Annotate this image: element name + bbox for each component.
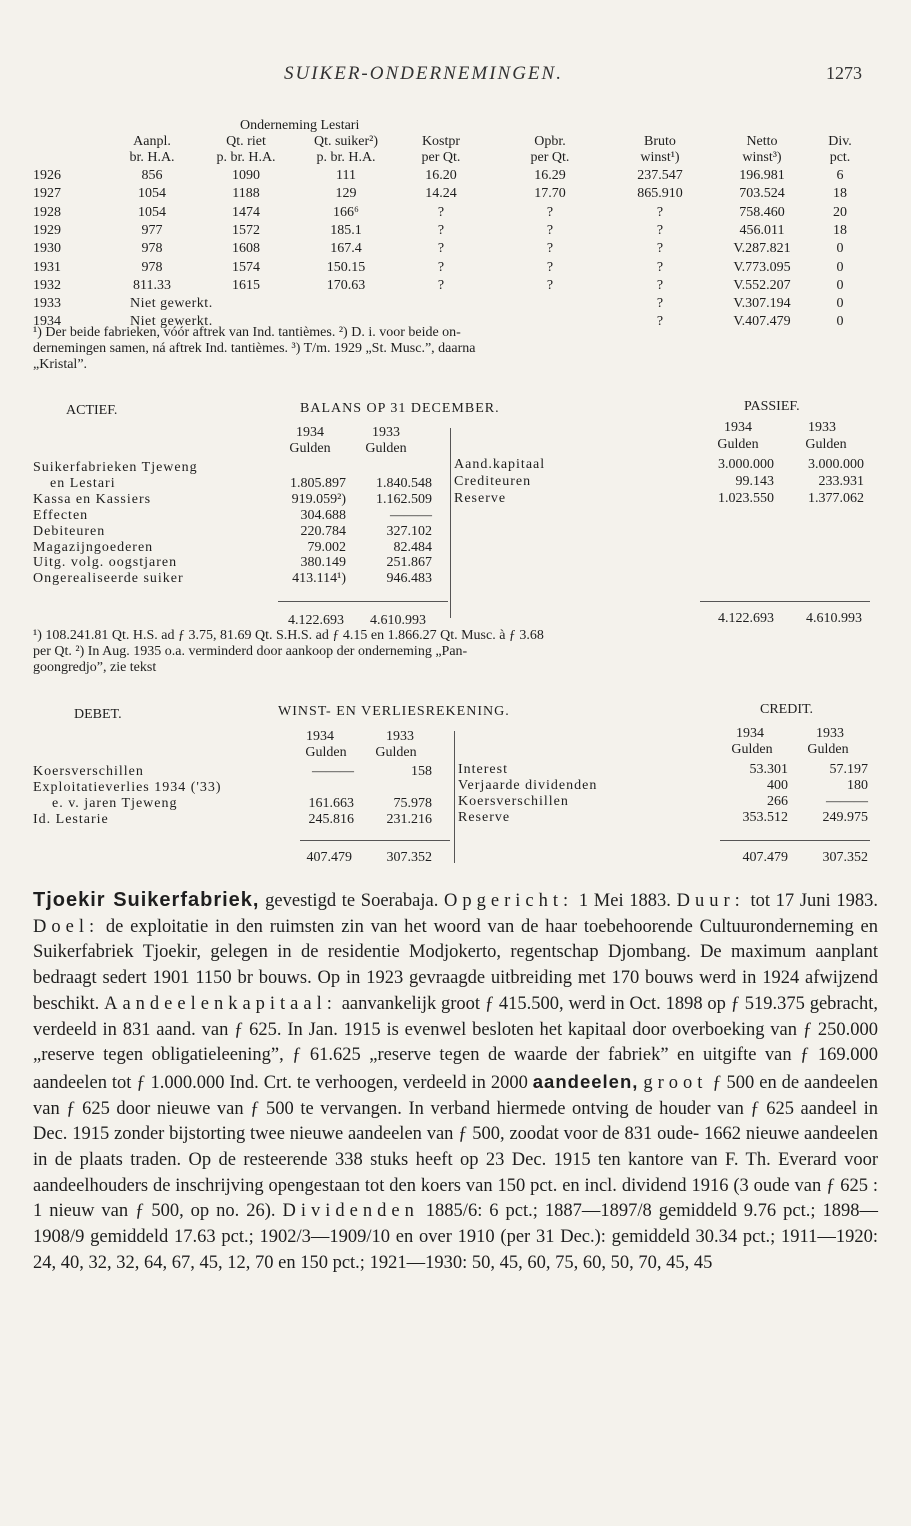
winst-debet-heading: DEBET. (74, 707, 122, 722)
balans-activa-value-1934: 79.002 (307, 539, 346, 555)
lestari-cell: 811.33 (133, 277, 171, 293)
lestari-col-head-0: Aanpl. (133, 134, 171, 149)
label-aandeelen: aandeelen, (532, 1070, 639, 1092)
lestari-cell: 0 (836, 314, 844, 330)
lestari-cell: 0 (836, 277, 844, 293)
lestari-cell: 0 (836, 241, 844, 257)
lestari-cell: 758.460 (739, 204, 785, 220)
lestari-cell: ? (546, 277, 554, 293)
lestari-cell: ? (546, 204, 554, 220)
lestari-footnote-line3: „Kristal”. (33, 357, 88, 372)
lestari-cell: 18 (833, 186, 847, 202)
lestari-col-sub-3: per Qt. (421, 150, 461, 165)
balans-activa-label: Uitg. volg. oogstjaren (33, 555, 178, 571)
lestari-col-sub-7: pct. (829, 150, 851, 165)
balans-passiva-value-1934: 3.000.000 (718, 457, 774, 472)
lestari-cell: 185.1 (330, 222, 362, 238)
lestari-col-head-3: Kostpr (421, 134, 461, 149)
balans-passief-heading: PASSIEF. (744, 399, 800, 414)
lestari-cell: 170.63 (326, 277, 366, 293)
lestari-cell: ? (546, 222, 554, 238)
winst-debet-label: e. v. jaren Tjeweng (52, 796, 178, 811)
lestari-cell: 196.981 (739, 168, 785, 183)
lestari-cell: ? (656, 222, 664, 238)
lestari-cell: 1054 (138, 204, 166, 220)
label-dividenden: Dividenden (282, 1201, 419, 1222)
balans-activa-year1: 1934 (296, 425, 324, 440)
balans-divider (450, 428, 451, 618)
lestari-cell: 1188 (232, 186, 260, 202)
balans-activa-label: en Lestari (50, 475, 116, 491)
lestari-cell: ? (656, 296, 664, 312)
winst-credit-total-1934: 407.479 (742, 850, 788, 865)
lestari-table-title: Onderneming Lestari (240, 118, 360, 133)
winst-credit-value-1933: ——— (826, 794, 868, 809)
lestari-footnote-line1: ¹) Der beide fabrieken, vóór aftrek van Ind. tantièmes. ²) D. i. voor beide on- (33, 325, 461, 340)
label-doel: Doel: (33, 916, 100, 937)
balans-activa-unit1: Gulden (289, 441, 331, 456)
winst-debet-label: Id. Lestarie (33, 812, 109, 827)
balans-activa-label: Kassa en Kassiers (33, 491, 152, 507)
lestari-cell: 1474 (232, 204, 260, 220)
lestari-cell: 14.24 (425, 186, 457, 202)
winst-debet-unit1: Gulden (305, 745, 347, 760)
balans-activa-value-1934: 413.114¹) (292, 571, 346, 587)
lestari-cell: V.552.207 (733, 277, 791, 293)
balans-activa-value-1933: 251.867 (386, 555, 432, 571)
lestari-col-head-2: Qt. suiker²) (313, 134, 379, 149)
lestari-cell: ? (656, 277, 664, 293)
lestari-cell: 977 (141, 222, 163, 238)
lestari-col-sub-1: p. br. H.A. (216, 150, 276, 165)
winst-credit-label: Koersverschillen (458, 794, 569, 809)
winst-credit-value-1934: 353.512 (742, 810, 788, 825)
winst-debet-value-1934: ——— (312, 764, 354, 779)
lestari-cell: 1608 (232, 241, 260, 257)
balans-passiva-label: Reserve (454, 491, 507, 506)
winst-credit-unit1: Gulden (731, 742, 773, 757)
balans-passiva-unit1: Gulden (717, 437, 759, 452)
lestari-cell: 856 (141, 168, 163, 183)
balans-passiva-value-1933: 233.931 (818, 474, 864, 489)
balans-activa-value-1934: 380.149 (300, 555, 346, 571)
balans-activa-value-1934: 220.784 (300, 523, 346, 539)
lestari-year: 1927 (33, 186, 61, 202)
lestari-col-head-7: Div. (828, 134, 852, 149)
balans-passiva-year2: 1933 (808, 420, 836, 435)
balans-passiva-year1: 1934 (724, 420, 752, 435)
lestari-cell: V.287.821 (733, 241, 791, 257)
winst-credit-unit2: Gulden (807, 742, 849, 757)
lestari-year: 1926 (33, 168, 61, 183)
winst-debet-year2: 1933 (386, 729, 414, 744)
label-aandeelenkapitaal: Aandeelenkapitaal: (104, 993, 337, 1014)
winst-debet-total-1934: 407.479 (306, 850, 352, 865)
balans-activa-label: Suikerfabrieken Tjeweng (33, 460, 198, 475)
lestari-col-sub-2: p. br. H.A. (316, 150, 376, 165)
balans-passiva-unit2: Gulden (805, 437, 847, 452)
lestari-cell: 167.4 (330, 241, 362, 257)
balans-activa-label: Debiteuren (33, 523, 106, 539)
lestari-cell: 150.15 (326, 259, 366, 275)
lestari-cell: 16.20 (425, 168, 457, 183)
lestari-cell: 1572 (232, 222, 260, 238)
lestari-cell: 865.910 (637, 186, 683, 202)
lestari-cell: 111 (336, 168, 356, 183)
winst-credit-label: Reserve (458, 810, 511, 825)
balans-footnote-line2: per Qt. ²) In Aug. 1935 o.a. verminderd door aankoop der onderneming „Pan- (33, 644, 468, 659)
lestari-cell: ? (546, 241, 554, 257)
text-capital: aanvankelijk groot ƒ 415.500, werd in Oct. 1898 op ƒ 519.375 gebracht, verdeeld in 831 aand. van ƒ 625. In Jan. 1915 is evenwel besloten het kapitaal door overboeking van ƒ 250.000 „reserve tegen obligatieleening”, ƒ 61.625 „reserve tegen de waarde der fabriek” en uitgifte van ƒ 169.000 aandeelen tot ƒ 1.000.000 Ind. Crt. te verhoogen, verdeeld in 2000 (33, 993, 878, 1093)
lestari-footnote-line2: dernemingen samen, ná aftrek Ind. tantièmes. ³) T/m. 1929 „St. Musc.”, daarna (33, 341, 476, 356)
lestari-year: 1932 (33, 277, 61, 293)
lestari-year: 1929 (33, 222, 61, 238)
winst-credit-year1: 1934 (736, 726, 764, 741)
text-seat: gevestigd te Soerabaja. (259, 891, 445, 911)
winst-debet-unit2: Gulden (375, 745, 417, 760)
winst-debet-value-1933: 158 (411, 764, 432, 779)
winst-debet-label: Exploitatieverlies 1934 ('33) (33, 780, 222, 795)
lestari-col-sub-6: winst³) (742, 150, 782, 165)
lestari-cell-not-worked: Niet gewerkt. (130, 296, 213, 312)
lestari-cell: V.773.095 (733, 259, 791, 275)
lestari-cell: 978 (141, 259, 163, 275)
winst-debet-year1: 1934 (306, 729, 334, 744)
balans-footnote-line3: goongredjo”, zie tekst (33, 660, 157, 675)
winst-debet-value-1934: 161.663 (308, 796, 354, 811)
balans-activa-value-1933: ——— (390, 507, 432, 523)
lestari-col-head-1: Qt. riet (226, 134, 266, 149)
label-opgericht: Opgericht: (444, 891, 574, 911)
page-number: 1273 (826, 63, 862, 83)
lestari-cell: 17.70 (534, 186, 566, 202)
balans-activa-value-1934: 304.688 (300, 507, 346, 523)
winst-credit-year2: 1933 (816, 726, 844, 741)
lestari-col-sub-5: winst¹) (640, 150, 680, 165)
balans-activa-unit2: Gulden (365, 441, 407, 456)
company-name: Tjoekir Suikerfabriek, (33, 889, 260, 911)
lestari-year: 1931 (33, 259, 61, 275)
balans-activa-year2: 1933 (372, 425, 400, 440)
balans-activa-value-1933: 1.840.548 (376, 475, 432, 491)
winst-debet-label: Koersverschillen (33, 764, 144, 779)
balans-activa-label: Effecten (33, 507, 89, 523)
lestari-col-head-6: Netto (746, 134, 778, 149)
winst-credit-heading: CREDIT. (760, 702, 814, 717)
lestari-col-sub-0: br. H.A. (129, 150, 175, 165)
lestari-cell: 0 (836, 296, 844, 312)
text-dividends: 1885/6: 6 pct.; 1887—1897/8 gemiddeld 9.76 pct.; 1898—1908/9 gemiddeld 17.63 pct.; 1902/3—1909/10 en over 1910 (per 31 Dec.): gemiddeld 30.34 pct.; 1911—1920: 24, 40, 32, 32, 64, 67, 45, 12, 70 en 150 pct.; 1921—1930: 50, 45, 60, 75, 60, 50, 70, 45, 45 (33, 1201, 878, 1273)
lestari-cell: 18 (833, 222, 847, 238)
lestari-year: 1934 (33, 314, 61, 330)
lestari-year: 1930 (33, 241, 61, 257)
balans-passiva-label: Crediteuren (454, 474, 532, 489)
winst-debet-total-1933: 307.352 (386, 850, 432, 865)
lestari-cell: 1054 (138, 186, 166, 202)
balans-passiva-label: Aand.kapitaal (454, 457, 546, 472)
winst-credit-label: Interest (458, 762, 508, 777)
winst-credit-value-1934: 53.301 (749, 762, 788, 777)
winst-credit-value-1934: 400 (767, 778, 788, 793)
winst-debet-value-1933: 75.978 (393, 796, 432, 811)
balans-activa-total-rule (278, 601, 448, 602)
lestari-cell: 16.29 (534, 168, 566, 183)
lestari-year: 1933 (33, 296, 61, 312)
lestari-cell: 1615 (232, 277, 260, 293)
label-duur: Duur: (676, 891, 745, 911)
lestari-cell: 6 (836, 168, 844, 183)
winst-debet-total-rule (300, 840, 450, 841)
balans-actief-heading: ACTIEF. (66, 403, 118, 418)
lestari-cell: ? (437, 222, 445, 238)
balans-activa-total-1933: 4.610.993 (370, 613, 426, 628)
winst-divider (454, 731, 455, 863)
balans-passiva-total-1934: 4.122.693 (718, 611, 774, 626)
lestari-col-head-5: Bruto (644, 134, 676, 149)
running-header-title: SUIKER-ONDERNEMINGEN. (284, 63, 563, 84)
winst-credit-value-1933: 180 (847, 778, 868, 793)
balans-passiva-total-rule (700, 601, 870, 602)
lestari-cell: 129 (335, 186, 357, 202)
lestari-cell: V.407.479 (733, 314, 791, 330)
winst-debet-value-1934: 245.816 (308, 812, 354, 827)
lestari-cell: 237.547 (637, 168, 683, 183)
winst-credit-total-1933: 307.352 (822, 850, 868, 865)
balans-activa-value-1933: 946.483 (386, 571, 432, 587)
lestari-cell: 456.011 (739, 222, 785, 238)
lestari-cell: 0 (836, 259, 844, 275)
lestari-cell: ? (656, 204, 664, 220)
lestari-cell: 20 (833, 204, 847, 220)
balans-passiva-value-1933: 3.000.000 (808, 457, 864, 472)
lestari-cell: ? (437, 277, 445, 293)
balans-activa-label: Ongerealiseerde suiker (33, 571, 184, 587)
lestari-cell: ? (656, 314, 664, 330)
text-founded: 1 Mei 1883. (573, 891, 677, 911)
lestari-cell: ? (437, 259, 445, 275)
lestari-cell: 1574 (232, 259, 260, 275)
lestari-cell: ? (656, 241, 664, 257)
lestari-cell: V.307.194 (733, 296, 791, 312)
lestari-year: 1928 (33, 204, 61, 220)
winst-title: WINST- EN VERLIESREKENING. (278, 704, 510, 719)
winst-credit-value-1934: 266 (767, 794, 788, 809)
balans-activa-value-1933: 327.102 (386, 523, 432, 539)
lestari-col-head-4: Opbr. (534, 134, 566, 149)
company-description (33, 888, 878, 1277)
balans-passiva-value-1933: 1.377.062 (808, 491, 864, 506)
winst-credit-label: Verjaarde dividenden (458, 778, 598, 793)
balans-footnote-line1: ¹) 108.241.81 Qt. H.S. ad ƒ 3.75, 81.69 Qt. S.H.S. ad ƒ 4.15 en 1.866.27 Qt. Musc. à ƒ 3.68 (33, 628, 544, 643)
text-shares: ƒ 500 en de aandeelen van ƒ 625 door nieuwe van ƒ 500 te vervangen. In verband hiermede ontving de houder van ƒ 625 aandeel in Dec. 1915 zonder bijstorting twee nieuwe aandeelen van ƒ 500, zoodat voor de 831 oude- 1662 nieuwe aandeelen in de plaats traden. Op de resteerende 338 stuks heeft op 23 Dec. 1915 ten kantore van F. Th. Everard voor aandeelhouders de inschrijving opengestaan tot den koers van 150 pct. en incl. dividend 1916 (3 oude van ƒ 625 : 1 nieuw van ƒ 500, op no. 26). (33, 1072, 878, 1222)
winst-credit-total-rule (720, 840, 870, 841)
balans-passiva-total-1933: 4.610.993 (806, 611, 862, 626)
lestari-cell: 166⁶ (333, 204, 359, 220)
winst-debet-value-1933: 231.216 (386, 812, 432, 827)
balans-activa-value-1934: 919.059²) (291, 491, 346, 507)
balans-activa-value-1933: 1.162.509 (376, 491, 432, 507)
lestari-cell: 703.524 (739, 186, 785, 202)
label-groot: groot (643, 1072, 708, 1093)
balans-title: BALANS OP 31 DECEMBER. (300, 401, 500, 416)
lestari-cell: ? (437, 204, 445, 220)
lestari-cell-not-worked: Niet gewerkt. (130, 314, 213, 330)
text-purpose: de exploitatie in den ruimsten zin van het woord van de haar toebehoorende Cultuuronderneming en Suikerfabriek Tjoekir, gelegen in de residentie Modjokerto, regentschap Djombang. De maximum aanplant bedraagt sedert 1901 1150 br bouws. Op in 1923 gevraagde uitbreiding met 170 bouws werd in 1924 afwijzend beschikt. (33, 916, 878, 1014)
balans-activa-value-1933: 82.484 (393, 539, 432, 555)
lestari-col-sub-4: per Qt. (530, 150, 570, 165)
text-duration: tot 17 Juni 1983. (744, 891, 879, 911)
lestari-cell: 1090 (232, 168, 260, 183)
balans-activa-value-1934: 1.805.897 (290, 475, 346, 491)
balans-activa-label: Magazijngoederen (33, 539, 154, 555)
balans-passiva-value-1934: 99.143 (735, 474, 774, 489)
winst-credit-value-1933: 249.975 (822, 810, 868, 825)
lestari-cell: ? (656, 259, 664, 275)
lestari-cell: ? (546, 259, 554, 275)
winst-credit-value-1933: 57.197 (829, 762, 868, 777)
balans-passiva-value-1934: 1.023.550 (718, 491, 774, 506)
balans-activa-total-1934: 4.122.693 (288, 613, 344, 628)
lestari-cell: 978 (141, 241, 163, 257)
lestari-cell: ? (437, 241, 445, 257)
